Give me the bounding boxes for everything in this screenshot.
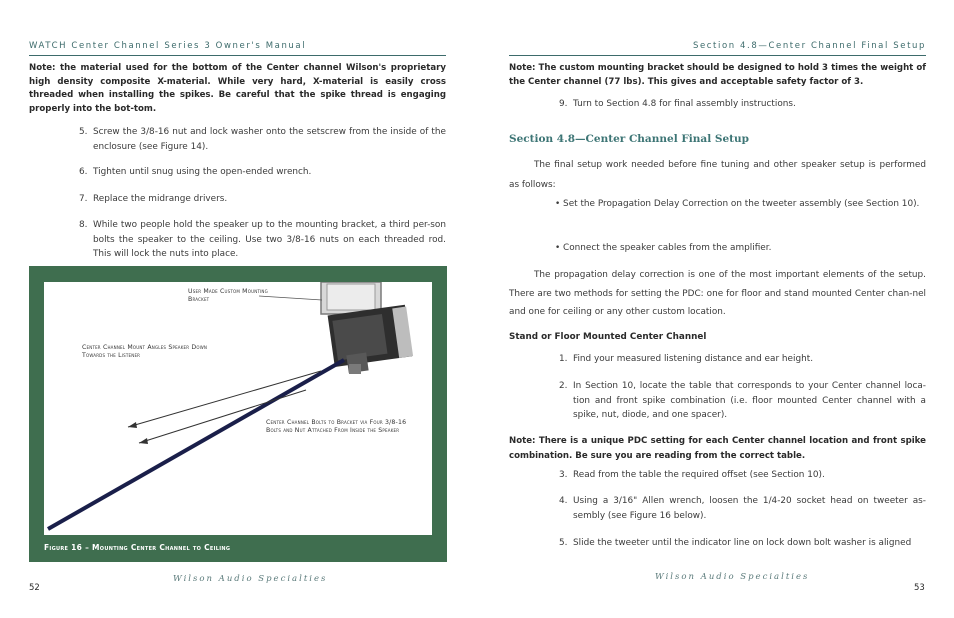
left-step-5: 5. Screw the 3/8-16 nut and lock washer onto the setscrew from the inside of the enclosure (see Figure 14). [79, 127, 446, 152]
left-step-8: 8. While two people hold the speaker up to the mounting bracket, a third per-son bolts the speaker to the ceiling. Use two 3/8-16 nuts on each threaded rod. This will lock the nuts into place. [79, 220, 446, 259]
right-step-9: 9. Turn to Section 4.8 for final assembly instructions. [559, 99, 796, 109]
section-title: Section 4.8—Center Channel Final Setup [509, 133, 749, 145]
intro-paragraph: The final setup work needed before fine tuning and other speaker setup is performed as follows: [509, 160, 926, 190]
right-step-3: 3. Read from the table the required offset (see Section 10). [559, 470, 825, 480]
left-footer: Wilson Audio Specialties [173, 574, 328, 584]
subhead-floor-mounted: Stand or Floor Mounted Center Channel [509, 332, 707, 342]
left-step-6: 6. Tighten until snug using the open-ended wrench. [79, 167, 312, 177]
right-note-2: Note: There is a unique PDC setting for each Center channel location and front spike combination. Be sure you are reading from the correct table. [509, 436, 926, 461]
right-note: Note: The custom mounting bracket should be designed to hold 3 times the weight of the Center channel (77 lbs). This gives and acceptable safety factor of 3. [509, 63, 926, 87]
label-bolts: Center Channel Bolts to Bracket via Four 3/8-16 Bolts and Nut Attached From Inside the Speaker [266, 419, 407, 434]
left-running-header: WATCH Center Channel Series 3 Owner's Manual [29, 41, 307, 51]
right-step-2: 2. In Section 10, locate the table that corresponds to your Center channel loca-tion and front spike combination (i.e. floor mounted Center channel with a spike, nut, diode, and one spacer). [559, 381, 926, 420]
figure-16-frame [29, 266, 447, 562]
left-header-rule [29, 55, 446, 56]
figure-16-image [44, 282, 432, 535]
right-header-rule [509, 55, 926, 56]
bullet-1: • Set the Propagation Delay Correction on the tweeter assembly (see Section 10). [555, 199, 920, 209]
right-step-5: 5. Slide the tweeter until the indicator line on lock down bolt washer is aligned [559, 538, 912, 548]
right-running-header: Section 4.8—Center Channel Final Setup [692, 41, 926, 51]
center-speaker [328, 305, 415, 375]
right-page-number: 53 [914, 583, 925, 593]
bullet-2: • Connect the speaker cables from the amplifier. [555, 243, 772, 253]
left-note: Note: the material used for the bottom of the Center channel Wilson's proprietary high density composite X-material. While very hard, X-material is easily cross threaded when installing the spikes. Be careful that the spike thread is engaging properly into the bot-tom. [29, 63, 446, 114]
right-step-1: 1. Find your measured listening distance and ear height. [559, 354, 814, 364]
right-footer: Wilson Audio Specialties [655, 572, 810, 582]
pdc-paragraph: The propagation delay correction is one of the most important elements of the setup. There are two methods for setting the PDC: one for floor and stand mounted Center chan-nel and one for ceiling or any other custom location. [509, 270, 926, 317]
label-bracket: User Made Custom Mounting Bracket [188, 288, 268, 303]
figure-caption: Figure 16 – Mounting Center Channel to Ceiling [44, 543, 231, 552]
listener-axis-line [48, 360, 344, 529]
label-mount-angle: Center Channel Mount Angles Speaker Down Towards the Listener [82, 344, 208, 359]
right-step-4: 4. Using a 3/16" Allen wrench, loosen the 1/4-20 socket head on tweeter as-sembly (see Figure 16 below). [559, 496, 926, 521]
ceiling-mount-illustration [44, 282, 432, 535]
left-step-7: 7. Replace the midrange drivers. [79, 194, 228, 204]
left-page-number: 52 [29, 583, 40, 593]
